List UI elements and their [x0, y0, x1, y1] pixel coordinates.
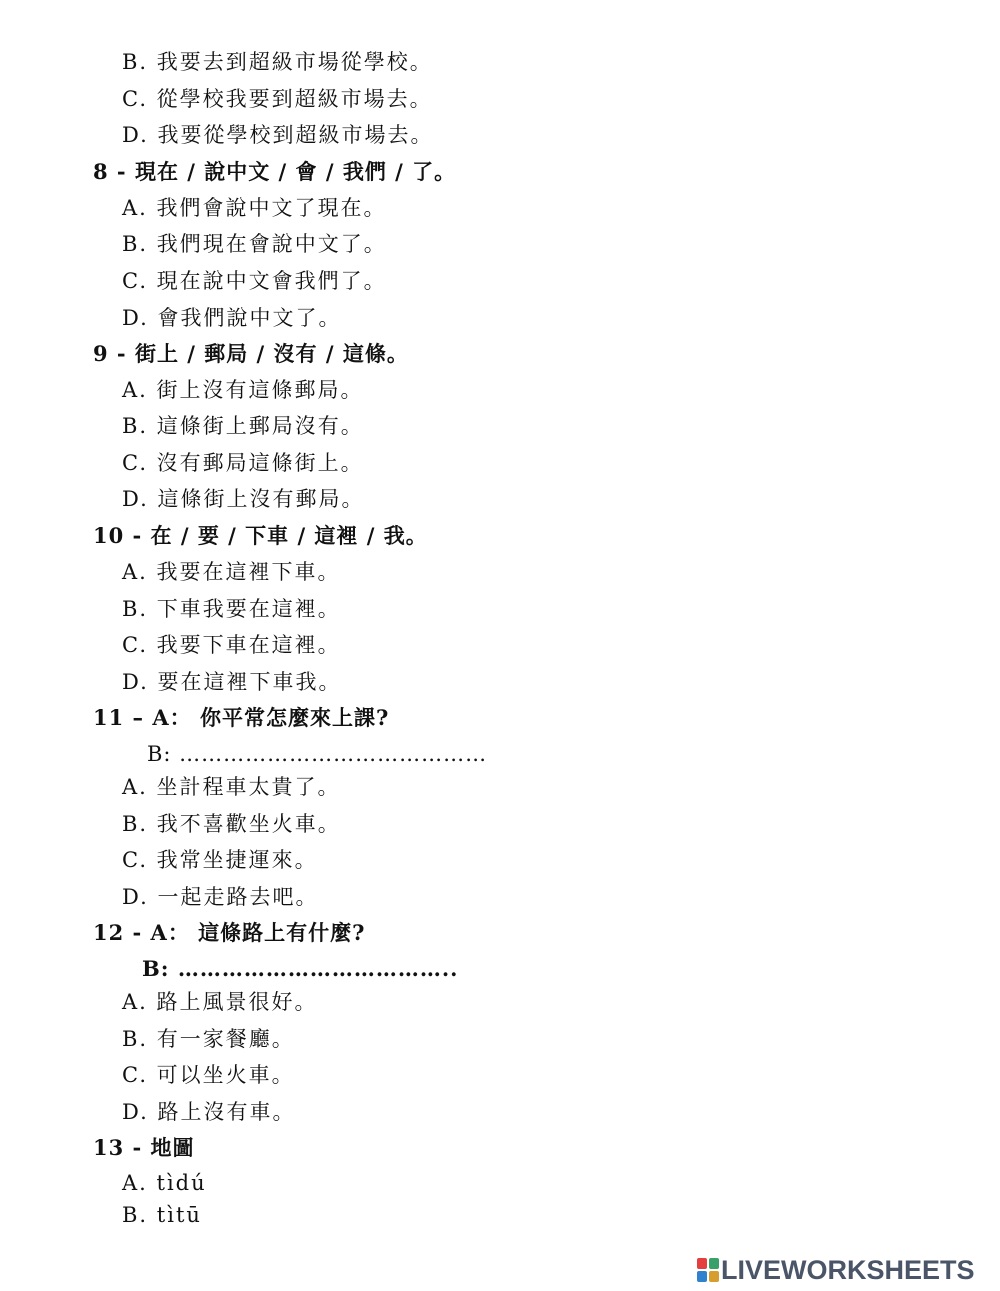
option-q10-c: C. 我要下車在這裡。 — [122, 633, 341, 657]
option-q11-c: C. 我常坐捷運來。 — [122, 848, 318, 872]
option-q11-a: A. 坐計程車太貴了。 — [122, 775, 341, 799]
option-q8-c: C. 現在說中文會我們了。 — [122, 269, 387, 293]
option-q12-c: C. 可以坐火車。 — [122, 1063, 295, 1087]
option-q12-a: A. 路上風景很好。 — [122, 990, 318, 1014]
option-q9-d: D. 這條街上沒有郵局。 — [122, 487, 365, 511]
option-q10-d: D. 要在這裡下車我。 — [122, 670, 342, 694]
option-q8-a: A. 我們會說中文了現在。 — [122, 196, 387, 220]
option-q7-d: D. 我要從學校到超級市場去。 — [122, 123, 434, 147]
option-q7-b: B. 我要去到超級市場從學校。 — [122, 50, 433, 74]
option-q9-c: C. 沒有郵局這條街上。 — [122, 451, 364, 475]
option-q11-b: B. 我不喜歡坐火車。 — [122, 812, 341, 836]
answer-blank-q12: B: ……………………………….. — [142, 956, 459, 981]
option-q8-d: D. 會我們說中文了。 — [122, 306, 342, 330]
question-8: 8 - 現在 / 說中文 / 會 / 我們 / 了。 — [93, 159, 457, 184]
option-q10-a: A. 我要在這裡下車。 — [122, 560, 341, 584]
question-9: 9 - 街上 / 郵局 / 沒有 / 這條。 — [93, 341, 409, 366]
option-q10-b: B. 下車我要在這裡。 — [122, 597, 341, 621]
liveworksheets-logo-icon — [697, 1258, 719, 1282]
option-q12-d: D. 路上沒有車。 — [122, 1100, 296, 1124]
question-11: 11 – A： 你平常怎麼來上課? — [93, 705, 390, 730]
option-q9-a: A. 街上沒有這條郵局。 — [122, 378, 364, 402]
question-13: 13 - 地圖 — [93, 1135, 195, 1160]
question-10: 10 - 在 / 要 / 下車 / 這裡 / 我。 — [93, 523, 428, 548]
answer-blank-q11: B: …………………………………… — [147, 742, 488, 766]
option-q11-d: D. 一起走路去吧。 — [122, 885, 319, 909]
option-q9-b: B. 這條街上郵局沒有。 — [122, 414, 364, 438]
option-q12-b: B. 有一家餐廳。 — [122, 1027, 295, 1051]
option-q7-c: C. 從學校我要到超級市場去。 — [122, 87, 433, 111]
option-q8-b: B. 我們現在會說中文了。 — [122, 232, 387, 256]
question-12: 12 - A： 這條路上有什麼? — [93, 920, 366, 945]
option-q13-a: A. tìdú — [122, 1171, 207, 1195]
liveworksheets-logo-text: LIVEWORKSHEETS — [721, 1254, 975, 1285]
option-q13-b: B. tìtū — [122, 1203, 202, 1227]
liveworksheets-logo[interactable] — [697, 1255, 975, 1285]
